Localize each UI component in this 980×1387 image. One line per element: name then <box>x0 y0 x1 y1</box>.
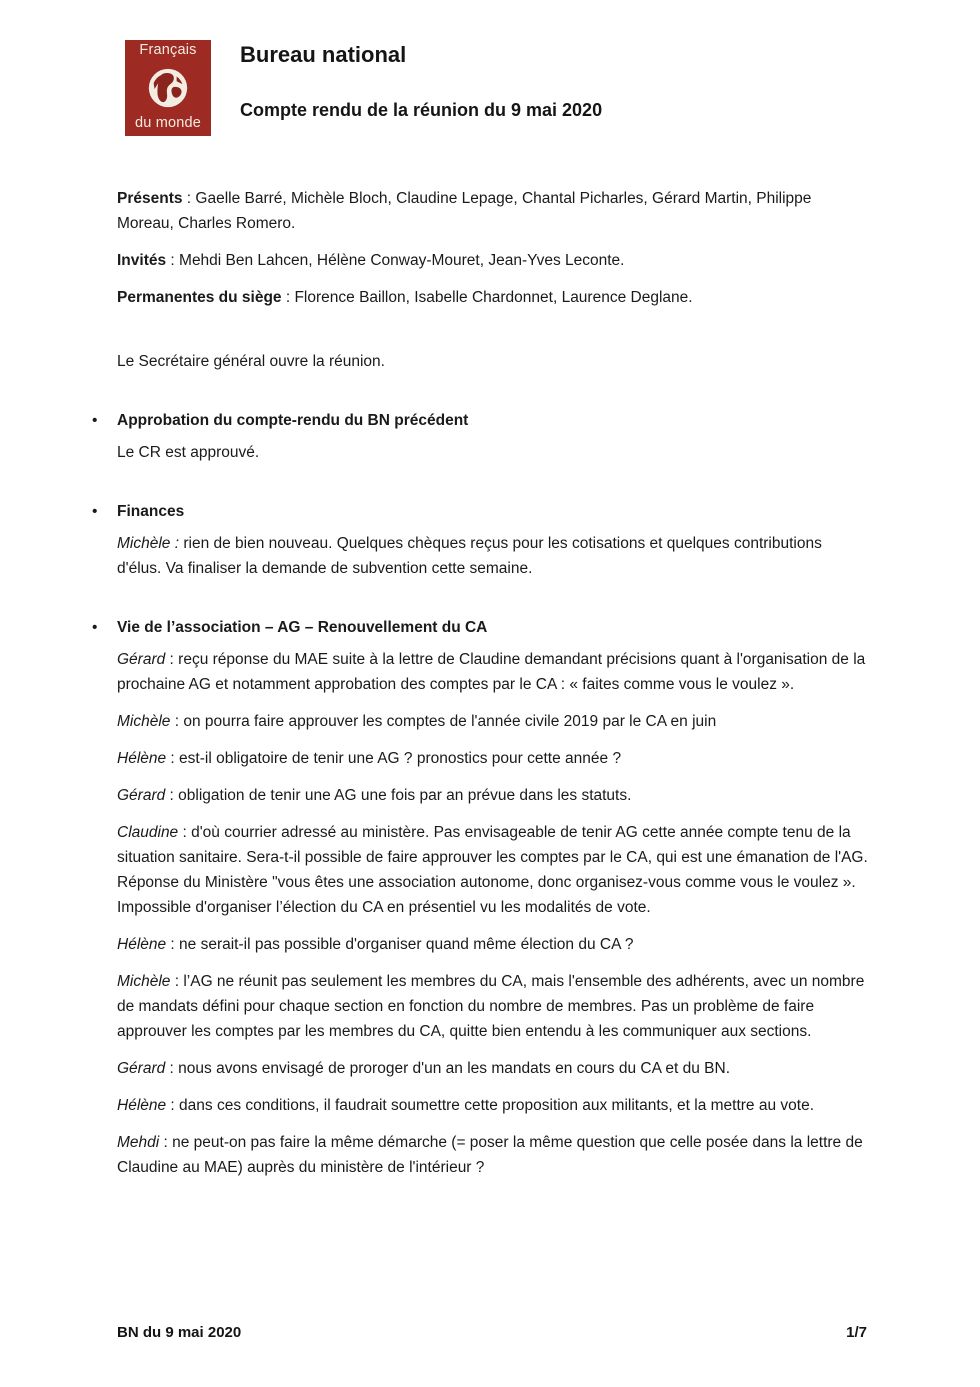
section-paragraph: Le CR est approuvé. <box>117 444 260 461</box>
speaker-name: Hélène <box>117 750 167 767</box>
org-logo <box>125 40 211 136</box>
section-paragraph: Gérard : nous avons envisagé de proroger d'un an les mandats en cours du CA et du BN. <box>117 1060 731 1077</box>
section-paragraph: Michèle : on pourra faire approuver les comptes de l'année civile 2019 par le CA en juin <box>117 713 717 730</box>
section-paragraph: Claudine : d'où courrier adressé au ministère. Pas envisageable de tenir AG cette année compte tenu de la situation sanitaire. Sera-t-il possible de faire approuver les comptes par le CA, qui est une émanation de l'AG. Réponse du Ministère "vous êtes une association autonome, donc organisez-vous comme vous le voulez ». Impossible d'organiser l’élection du CA en présentiel vu les modalités de vote. <box>117 824 868 916</box>
attendee-role-label: Permanentes du siège <box>117 289 282 306</box>
document-title: Bureau national <box>240 42 407 67</box>
section-paragraph: Michèle : rien de bien nouveau. Quelques chèques reçus pour les cotisations et quelques contributions d'élus. Va finaliser la demande de subvention cette semaine. <box>117 535 822 577</box>
logo-text-bottom: du monde <box>134 115 202 132</box>
section-heading <box>92 615 868 640</box>
section-heading-text: Finances <box>117 503 185 520</box>
section-paragraph: Hélène : ne serait-il pas possible d'organiser quand même élection du CA ? <box>117 936 634 953</box>
document-body <box>92 186 868 1192</box>
speaker-name: Mehdi <box>117 1134 160 1151</box>
agenda-section <box>92 408 868 465</box>
section-paragraph: Michèle : l’AG ne réunit pas seulement les membres du CA, mais l'ensemble des adhérents, avec un nombre de mandats défini pour chaque section en fonction du nombre de membres. Pas un problème de faire approuver les comptes par les membres du CA, quitte bien entendu à les communiquer aux sections. <box>117 973 865 1040</box>
speaker-name: Michèle : <box>117 535 180 552</box>
speaker-name: Gérard <box>117 1060 166 1077</box>
agenda-section <box>92 615 868 1180</box>
agenda-section <box>92 499 868 581</box>
bullet-icon: • <box>92 619 98 636</box>
section-paragraph: Mehdi : ne peut-on pas faire la même démarche (= poser la même question que celle posée dans la lettre de Claudine au MAE) auprès du ministère de l'intérieur ? <box>117 1134 863 1176</box>
attendee-line: Présents : Gaelle Barré, Michèle Bloch, Claudine Lepage, Chantal Picharles, Gérard Martin, Philippe Moreau, Charles Romero. <box>117 190 812 232</box>
speaker-name: Michèle <box>117 973 171 990</box>
speaker-name: Hélène <box>117 1097 167 1114</box>
attendee-line: Invités : Mehdi Ben Lahcen, Hélène Conway-Mouret, Jean-Yves Leconte. <box>117 252 625 269</box>
section-heading <box>92 408 868 433</box>
section-heading <box>92 499 868 524</box>
speaker-name: Claudine <box>117 824 179 841</box>
attendee-role-label: Invités <box>117 252 167 269</box>
section-paragraph: Hélène : est-il obligatoire de tenir une AG ? pronostics pour cette année ? <box>117 750 622 767</box>
bullet-icon: • <box>92 412 98 429</box>
attendee-line: Permanentes du siège : Florence Baillon, Isabelle Chardonnet, Laurence Deglane. <box>117 289 693 306</box>
section-heading-text: Vie de l’association – AG – Renouvellement du CA <box>117 619 488 636</box>
page-footer <box>117 1324 867 1341</box>
attendee-role-label: Présents <box>117 190 183 207</box>
document-subtitle: Compte rendu de la réunion du 9 mai 2020 <box>240 100 603 120</box>
section-paragraph: Gérard : obligation de tenir une AG une fois par an prévue dans les statuts. <box>117 787 632 804</box>
section-paragraph: Gérard : reçu réponse du MAE suite à la lettre de Claudine demandant précisions quant à l'organisation de la prochaine AG et notamment approbation des comptes par le CA : « faites comme vous le voulez ». <box>117 651 866 693</box>
section-paragraph: Hélène : dans ces conditions, il faudrait soumettre cette proposition aux militants, et la mettre au vote. <box>117 1097 815 1114</box>
speaker-name: Hélène <box>117 936 167 953</box>
logo-text-top: Français <box>139 42 197 58</box>
bullet-icon: • <box>92 503 98 520</box>
attendees-block <box>117 186 868 310</box>
speaker-name: Gérard <box>117 651 166 668</box>
section-heading-text: Approbation du compte-rendu du BN précédent <box>117 412 469 429</box>
sections-block <box>92 408 868 1180</box>
footer-page-number: 1/7 <box>846 1324 867 1341</box>
speaker-name: Michèle <box>117 713 171 730</box>
footer-doc-label: BN du 9 mai 2020 <box>117 1324 242 1341</box>
globe-icon <box>145 65 191 111</box>
opening-line: Le Secrétaire général ouvre la réunion. <box>117 353 385 370</box>
speaker-name: Gérard <box>117 787 166 804</box>
